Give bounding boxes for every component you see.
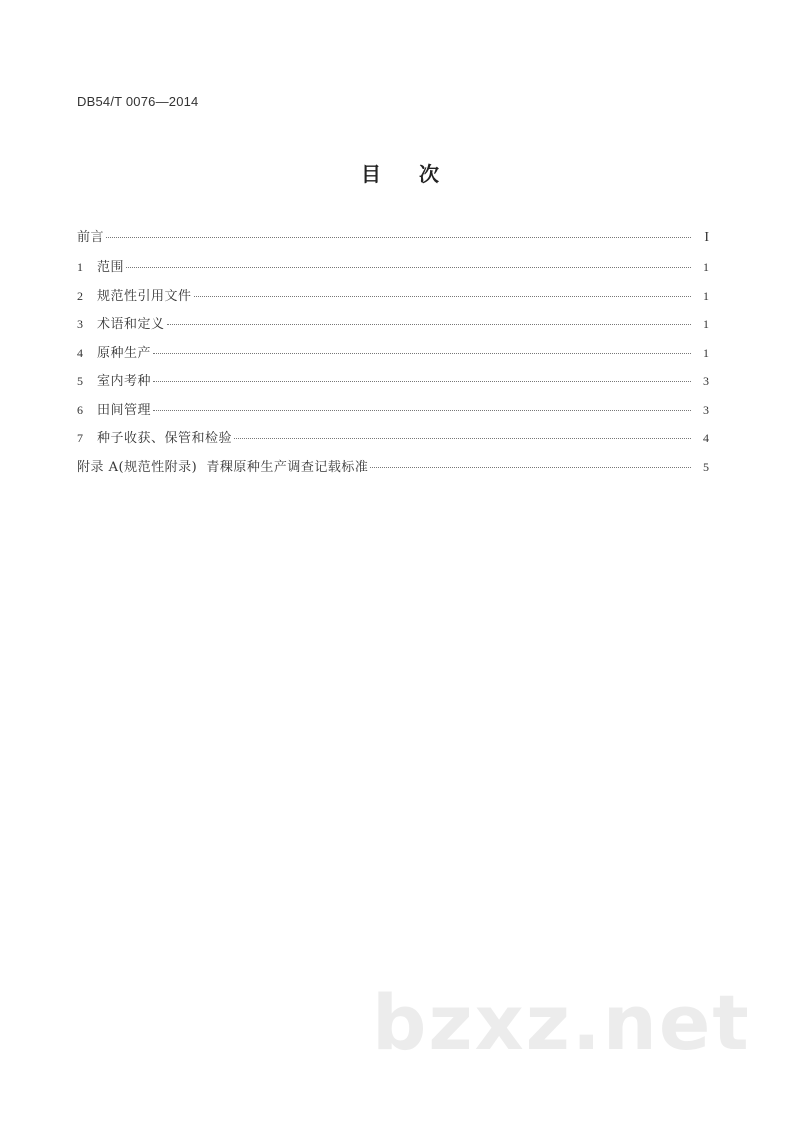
toc-leader-dots xyxy=(234,438,691,439)
toc-entry-page: 3 xyxy=(703,402,709,417)
toc-entry-appendix-a[interactable] xyxy=(77,456,709,485)
toc-heading: 目次 xyxy=(361,162,477,186)
toc-leader-dots xyxy=(126,267,691,268)
toc-entry-4[interactable] xyxy=(77,342,709,371)
toc-leader-dots xyxy=(106,237,691,238)
toc-entry-number: 7 xyxy=(77,431,83,445)
toc-entry-6[interactable] xyxy=(77,399,709,428)
toc-leader-dots xyxy=(153,353,691,354)
toc-leader-dots xyxy=(370,467,691,468)
toc-entry-label: 室内考种 xyxy=(97,374,152,389)
watermark: bzxz.net xyxy=(372,978,751,1067)
toc-entry-7[interactable] xyxy=(77,427,709,456)
toc-entry-number: 1 xyxy=(77,260,83,274)
toc-entry-label: 田间管理 xyxy=(97,402,152,418)
toc-entry-label: 范围 xyxy=(97,260,125,275)
toc-entry-number: 6 xyxy=(77,402,83,417)
toc-entry-foreword[interactable] xyxy=(77,226,709,256)
toc-entry-3[interactable] xyxy=(77,313,709,342)
toc-entry-label: 前言 xyxy=(77,230,105,245)
toc-entry-number: 5 xyxy=(77,374,83,388)
toc-entry-number: 2 xyxy=(77,288,83,303)
toc-leader-dots xyxy=(194,296,691,297)
toc-leader-dots xyxy=(167,324,691,325)
toc-entry-label: 种子收获、保管和检验 xyxy=(97,431,233,446)
toc-entry-2[interactable] xyxy=(77,285,709,314)
document-code: DB54/T 0076—2014 xyxy=(77,94,199,109)
toc-entry-1[interactable] xyxy=(77,256,709,285)
toc-leader-dots xyxy=(153,410,691,411)
toc-entry-page: 4 xyxy=(703,431,709,445)
toc-entry-label: 原种生产 xyxy=(97,345,152,361)
toc-entry-page: I xyxy=(704,230,709,245)
toc-entry-page: 5 xyxy=(703,459,709,474)
toc-entry-page: 1 xyxy=(703,317,709,331)
toc-entry-label: 术语和定义 xyxy=(97,317,165,332)
toc-entry-page: 1 xyxy=(703,288,709,303)
toc-entry-page: 1 xyxy=(703,260,709,274)
toc-entry-label: 附录 A(规范性附录) 青稞原种生产调查记载标准 xyxy=(77,459,369,475)
toc-entry-5[interactable] xyxy=(77,370,709,399)
toc-entry-number: 3 xyxy=(77,317,83,331)
toc-entry-number: 4 xyxy=(77,345,83,360)
toc-leader-dots xyxy=(153,381,691,382)
toc-entry-page: 1 xyxy=(703,345,709,360)
toc-entry-label: 规范性引用文件 xyxy=(97,288,192,304)
table-of-contents xyxy=(77,226,709,484)
toc-entry-page: 3 xyxy=(703,374,709,388)
